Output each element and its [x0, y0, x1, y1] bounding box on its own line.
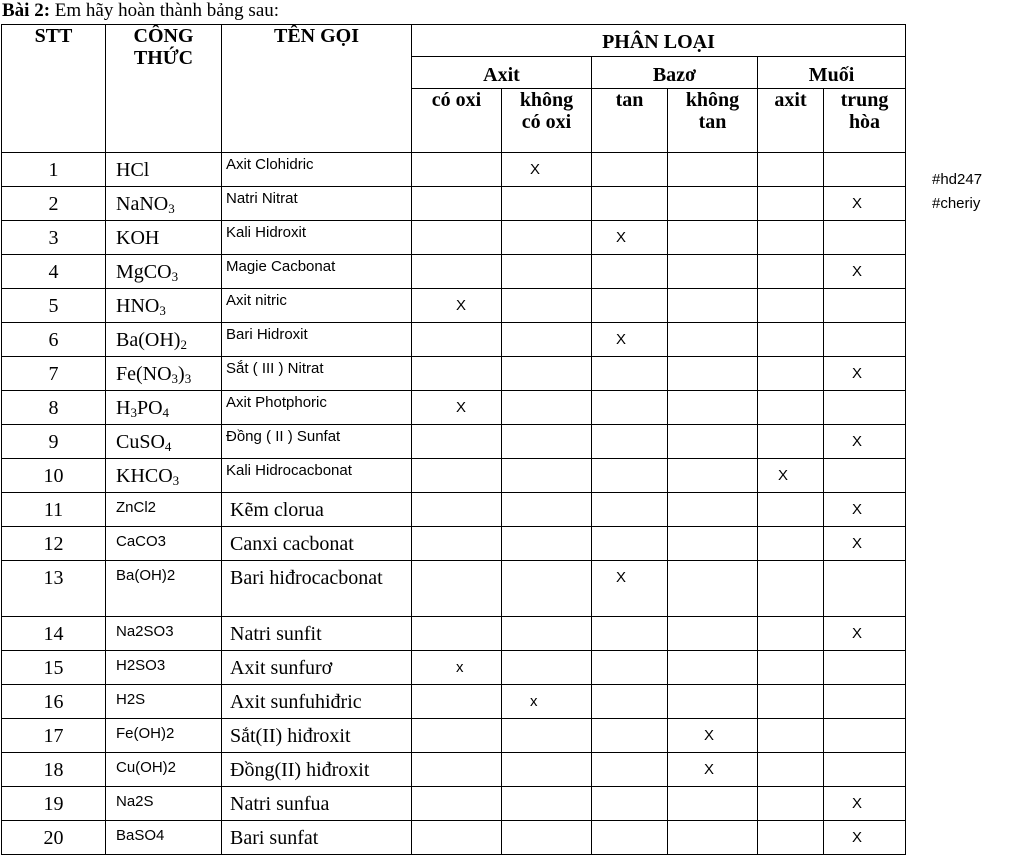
classification-cell-salt-acid: [758, 561, 824, 617]
row-number: 9: [2, 425, 106, 459]
header-salt-acid: axit: [758, 89, 824, 153]
classification-cell-base-insol: [668, 821, 758, 855]
classification-cell-acid-nooxy: [502, 391, 592, 425]
classification-cell-salt-neutral: X: [824, 493, 906, 527]
table-row: [2, 391, 906, 425]
formula-cell: CaCO3: [106, 527, 222, 561]
classification-cell-salt-acid: [758, 719, 824, 753]
classification-cell-acid-nooxy: [502, 323, 592, 357]
formula-cell: Na2SO3: [106, 617, 222, 651]
classification-cell-salt-acid: [758, 753, 824, 787]
row-number: 16: [2, 685, 106, 719]
classification-cell-acid-oxy: x: [412, 651, 502, 685]
header-base-soluble: tan: [592, 89, 668, 153]
formula-cell: MgCO$_3$: [106, 255, 222, 289]
classification-cell-base-sol: [592, 493, 668, 527]
classification-cell-base-sol: [592, 787, 668, 821]
table-row: [2, 221, 906, 255]
classification-cell-base-insol: [668, 187, 758, 221]
formula-cell: Fe(OH)2: [106, 719, 222, 753]
table-row: [2, 719, 906, 753]
classification-cell-base-sol: [592, 527, 668, 561]
classification-cell-base-insol: [668, 685, 758, 719]
classification-cell-salt-acid: [758, 425, 824, 459]
table-row: [2, 357, 906, 391]
classification-cell-salt-acid: [758, 787, 824, 821]
classification-cell-acid-oxy: [412, 787, 502, 821]
exercise-instruction: Em hãy hoàn thành bảng sau:: [50, 0, 280, 21]
classification-cell-base-insol: X: [668, 753, 758, 787]
hashtag-hd247: #hd247: [932, 171, 983, 188]
classification-cell-salt-neutral: [824, 459, 906, 493]
classification-cell-base-insol: [668, 617, 758, 651]
row-number: 19: [2, 787, 106, 821]
classification-cell-acid-nooxy: x: [502, 685, 592, 719]
classification-cell-salt-neutral: X: [824, 425, 906, 459]
name-cell: Axit Photphoric: [222, 391, 412, 425]
header-classification: PHÂN LOẠI: [412, 25, 906, 57]
classification-cell-base-sol: [592, 459, 668, 493]
classification-cell-salt-neutral: [824, 221, 906, 255]
classification-cell-salt-neutral: X: [824, 617, 906, 651]
header-acid: Axit: [412, 57, 592, 89]
formula-cell: Na2S: [106, 787, 222, 821]
classification-cell-acid-oxy: [412, 323, 502, 357]
classification-cell-salt-acid: [758, 289, 824, 323]
classification-cell-salt-acid: [758, 323, 824, 357]
formula-cell: H2S: [106, 685, 222, 719]
classification-cell-base-insol: [668, 255, 758, 289]
classification-cell-salt-neutral: [824, 289, 906, 323]
name-cell: Axit sunfurơ: [222, 651, 412, 685]
row-number: 11: [2, 493, 106, 527]
formula-cell: $H_3PO_4$: [106, 391, 222, 425]
formula-cell: KOH: [106, 221, 222, 255]
table-row: [2, 821, 906, 855]
classification-cell-acid-oxy: [412, 753, 502, 787]
classification-cell-acid-nooxy: [502, 527, 592, 561]
table-row: [2, 753, 906, 787]
row-number: 12: [2, 527, 106, 561]
classification-cell-base-insol: [668, 153, 758, 187]
classification-cell-salt-acid: [758, 651, 824, 685]
classification-cell-base-insol: [668, 493, 758, 527]
classification-cell-salt-neutral: [824, 753, 906, 787]
formula-cell: $Ba(OH)_2$: [106, 323, 222, 357]
header-name: TÊN GỌI: [222, 25, 412, 153]
classification-cell-acid-nooxy: [502, 651, 592, 685]
header-base: Bazơ: [592, 57, 758, 89]
name-cell: Axit Clohidric: [222, 153, 412, 187]
classification-cell-salt-neutral: X: [824, 821, 906, 855]
classification-table: [1, 24, 906, 855]
table-row: [2, 651, 906, 685]
table-row: [2, 187, 906, 221]
row-number: 7: [2, 357, 106, 391]
classification-cell-salt-neutral: X: [824, 187, 906, 221]
classification-cell-salt-neutral: X: [824, 255, 906, 289]
classification-cell-base-sol: [592, 651, 668, 685]
exercise-label: Bài 2:: [2, 0, 51, 21]
classification-cell-salt-acid: [758, 357, 824, 391]
classification-cell-acid-nooxy: [502, 821, 592, 855]
classification-cell-salt-acid: [758, 617, 824, 651]
classification-cell-base-insol: [668, 323, 758, 357]
name-cell: Bari hiđrocacbonat: [222, 561, 412, 617]
classification-cell-salt-neutral: [824, 391, 906, 425]
classification-cell-acid-oxy: [412, 221, 502, 255]
formula-cell: NaNO$_3$: [106, 187, 222, 221]
classification-cell-base-sol: [592, 357, 668, 391]
formula-cell: Cu(OH)2: [106, 753, 222, 787]
name-cell: Natri sunfua: [222, 787, 412, 821]
classification-cell-acid-oxy: [412, 187, 502, 221]
classification-cell-acid-nooxy: [502, 255, 592, 289]
row-number: 3: [2, 221, 106, 255]
classification-cell-salt-acid: [758, 187, 824, 221]
table-row: [2, 561, 906, 617]
formula-cell: HCl: [106, 153, 222, 187]
classification-cell-base-sol: [592, 617, 668, 651]
classification-cell-salt-neutral: [824, 323, 906, 357]
classification-cell-acid-oxy: [412, 561, 502, 617]
classification-cell-acid-nooxy: [502, 221, 592, 255]
classification-cell-base-sol: [592, 187, 668, 221]
classification-cell-base-insol: [668, 459, 758, 493]
name-cell: Đồng(II) hiđroxit: [222, 753, 412, 787]
classification-cell-base-insol: [668, 561, 758, 617]
header-salt-neutral: trung hòa: [824, 89, 906, 153]
classification-cell-salt-acid: X: [758, 459, 824, 493]
classification-cell-acid-nooxy: [502, 753, 592, 787]
row-number: 4: [2, 255, 106, 289]
classification-cell-acid-nooxy: [502, 787, 592, 821]
classification-cell-acid-nooxy: [502, 493, 592, 527]
classification-cell-acid-nooxy: [502, 459, 592, 493]
formula-cell: $KHCO_3$: [106, 459, 222, 493]
classification-cell-acid-nooxy: [502, 425, 592, 459]
classification-cell-salt-neutral: [824, 153, 906, 187]
name-cell: Natri Nitrat: [222, 187, 412, 221]
row-number: 20: [2, 821, 106, 855]
header-acid-oxy: có oxi: [412, 89, 502, 153]
classification-cell-salt-acid: [758, 821, 824, 855]
row-number: 8: [2, 391, 106, 425]
classification-cell-base-insol: [668, 425, 758, 459]
classification-cell-salt-neutral: [824, 561, 906, 617]
classification-cell-base-insol: [668, 221, 758, 255]
classification-cell-salt-acid: [758, 527, 824, 561]
row-number: 5: [2, 289, 106, 323]
classification-cell-salt-neutral: X: [824, 787, 906, 821]
formula-cell: H2SO3: [106, 651, 222, 685]
name-cell: Magie Cacbonat: [222, 255, 412, 289]
classification-cell-salt-acid: [758, 493, 824, 527]
classification-cell-base-insol: X: [668, 719, 758, 753]
row-number: 14: [2, 617, 106, 651]
classification-cell-salt-acid: [758, 685, 824, 719]
classification-cell-salt-acid: [758, 153, 824, 187]
classification-cell-base-sol: [592, 719, 668, 753]
name-cell: Sắt ( III ) Nitrat: [222, 357, 412, 391]
table-row: [2, 323, 906, 357]
classification-cell-base-insol: [668, 651, 758, 685]
header-stt: STT: [2, 25, 106, 153]
row-number: 13: [2, 561, 106, 617]
classification-cell-base-sol: [592, 821, 668, 855]
name-cell: Kali Hidrocacbonat: [222, 459, 412, 493]
row-number: 1: [2, 153, 106, 187]
classification-cell-acid-oxy: [412, 357, 502, 391]
classification-cell-base-insol: [668, 527, 758, 561]
table-row: [2, 787, 906, 821]
classification-cell-acid-nooxy: [502, 719, 592, 753]
formula-cell: CuSO$_4$: [106, 425, 222, 459]
classification-cell-base-sol: [592, 425, 668, 459]
classification-cell-acid-oxy: [412, 527, 502, 561]
classification-cell-acid-oxy: [412, 493, 502, 527]
classification-cell-base-sol: X: [592, 221, 668, 255]
row-number: 17: [2, 719, 106, 753]
classification-cell-acid-oxy: [412, 821, 502, 855]
row-number: 6: [2, 323, 106, 357]
classification-cell-acid-oxy: [412, 617, 502, 651]
classification-cell-salt-acid: [758, 255, 824, 289]
classification-cell-acid-oxy: [412, 425, 502, 459]
name-cell: Axit sunfuhiđric: [222, 685, 412, 719]
classification-cell-salt-neutral: X: [824, 527, 906, 561]
classification-cell-acid-oxy: [412, 255, 502, 289]
formula-cell: $HNO_3$: [106, 289, 222, 323]
classification-cell-base-sol: [592, 255, 668, 289]
classification-cell-salt-neutral: X: [824, 357, 906, 391]
table-row: [2, 493, 906, 527]
name-cell: Axit nitric: [222, 289, 412, 323]
row-number: 2: [2, 187, 106, 221]
name-cell: Bari Hidroxit: [222, 323, 412, 357]
name-cell: Sắt(II) hiđroxit: [222, 719, 412, 753]
classification-cell-base-insol: [668, 357, 758, 391]
table-row: [2, 617, 906, 651]
table-row: [2, 425, 906, 459]
row-number: 10: [2, 459, 106, 493]
classification-cell-salt-acid: [758, 391, 824, 425]
name-cell: Bari sunfat: [222, 821, 412, 855]
classification-cell-salt-neutral: [824, 719, 906, 753]
header-salt: Muối: [758, 57, 906, 89]
classification-cell-base-insol: [668, 787, 758, 821]
formula-cell: ZnCl2: [106, 493, 222, 527]
classification-cell-acid-oxy: [412, 719, 502, 753]
table-row: [2, 255, 906, 289]
classification-cell-base-sol: [592, 153, 668, 187]
name-cell: Natri sunfit: [222, 617, 412, 651]
classification-cell-acid-nooxy: [502, 357, 592, 391]
hashtag-cheriy: #cheriy: [932, 195, 981, 212]
formula-cell: $Fe(NO_3)_3$: [106, 357, 222, 391]
table-row: [2, 459, 906, 493]
table-row: [2, 153, 906, 187]
classification-cell-base-sol: X: [592, 323, 668, 357]
name-cell: Đồng ( II ) Sunfat: [222, 425, 412, 459]
name-cell: Canxi cacbonat: [222, 527, 412, 561]
table-row: [2, 685, 906, 719]
classification-cell-acid-oxy: X: [412, 289, 502, 323]
formula-cell: BaSO4: [106, 821, 222, 855]
classification-cell-acid-nooxy: [502, 289, 592, 323]
classification-cell-base-insol: [668, 289, 758, 323]
classification-cell-base-sol: [592, 289, 668, 323]
classification-cell-acid-oxy: [412, 459, 502, 493]
classification-cell-salt-neutral: [824, 685, 906, 719]
exercise-title: [2, 0, 279, 22]
classification-cell-salt-acid: [758, 221, 824, 255]
classification-cell-base-sol: [592, 391, 668, 425]
classification-cell-acid-nooxy: [502, 561, 592, 617]
name-cell: Kẽm clorua: [222, 493, 412, 527]
classification-cell-acid-nooxy: [502, 187, 592, 221]
classification-cell-base-insol: [668, 391, 758, 425]
classification-cell-base-sol: [592, 753, 668, 787]
classification-cell-acid-oxy: [412, 153, 502, 187]
table-row: [2, 289, 906, 323]
classification-cell-acid-nooxy: [502, 617, 592, 651]
row-number: 15: [2, 651, 106, 685]
header-formula: CÔNG THỨC: [106, 25, 222, 153]
classification-cell-acid-oxy: X: [412, 391, 502, 425]
classification-cell-base-sol: X: [592, 561, 668, 617]
classification-cell-acid-nooxy: X: [502, 153, 592, 187]
table-row: [2, 527, 906, 561]
classification-cell-acid-oxy: [412, 685, 502, 719]
header-acid-nooxy: không có oxi: [502, 89, 592, 153]
header-base-insoluble: không tan: [668, 89, 758, 153]
name-cell: Kali Hidroxit: [222, 221, 412, 255]
row-number: 18: [2, 753, 106, 787]
classification-cell-base-sol: [592, 685, 668, 719]
formula-cell: Ba(OH)2: [106, 561, 222, 617]
classification-cell-salt-neutral: [824, 651, 906, 685]
